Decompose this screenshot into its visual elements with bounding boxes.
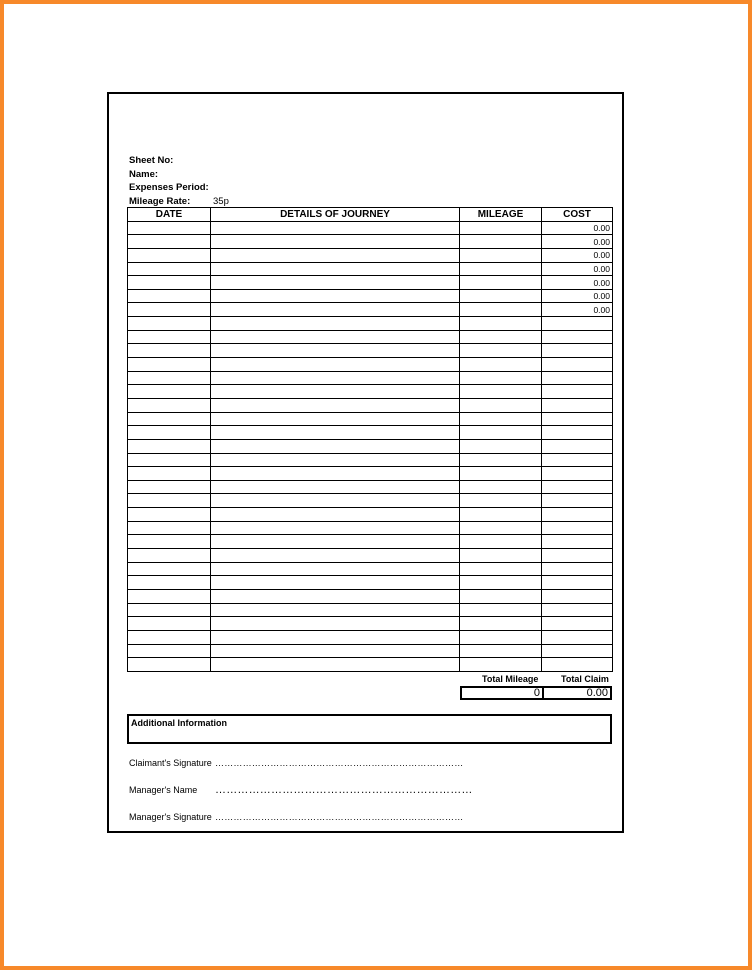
cost-cell[interactable] bbox=[542, 617, 613, 631]
cost-cell[interactable] bbox=[542, 426, 613, 440]
cost-cell[interactable] bbox=[542, 658, 613, 672]
date-cell[interactable] bbox=[128, 630, 211, 644]
mileage-cell[interactable] bbox=[460, 344, 542, 358]
mileage-cell[interactable] bbox=[460, 630, 542, 644]
details-cell[interactable] bbox=[211, 658, 460, 672]
mileage-cell[interactable] bbox=[460, 562, 542, 576]
cost-cell[interactable] bbox=[542, 576, 613, 590]
mileage-cell[interactable] bbox=[460, 398, 542, 412]
table-row bbox=[128, 576, 613, 590]
sheet-header bbox=[129, 154, 229, 209]
table-row bbox=[128, 617, 613, 631]
additional-information-label: Additional Information bbox=[131, 718, 227, 728]
details-cell[interactable] bbox=[211, 303, 460, 317]
mileage-cell[interactable] bbox=[460, 248, 542, 262]
details-cell[interactable] bbox=[211, 371, 460, 385]
table-row bbox=[128, 494, 613, 508]
details-cell[interactable] bbox=[211, 508, 460, 522]
date-cell[interactable] bbox=[128, 398, 211, 412]
details-cell[interactable] bbox=[211, 317, 460, 331]
table-row bbox=[128, 358, 613, 372]
date-cell[interactable] bbox=[128, 576, 211, 590]
cost-cell[interactable]: 0.00 bbox=[542, 248, 613, 262]
cost-cell[interactable] bbox=[542, 467, 613, 481]
additional-information-box[interactable] bbox=[127, 714, 612, 744]
table-row bbox=[128, 535, 613, 549]
date-cell[interactable] bbox=[128, 658, 211, 672]
date-cell[interactable] bbox=[128, 276, 211, 290]
manager-name-line bbox=[129, 784, 473, 796]
details-cell[interactable] bbox=[211, 344, 460, 358]
cost-cell[interactable] bbox=[542, 630, 613, 644]
cost-cell[interactable] bbox=[542, 344, 613, 358]
date-cell[interactable] bbox=[128, 562, 211, 576]
date-cell[interactable] bbox=[128, 644, 211, 658]
column-date: DATE bbox=[128, 208, 211, 222]
table-row bbox=[128, 317, 613, 331]
mileage-cell[interactable] bbox=[460, 549, 542, 563]
mileage-cell[interactable] bbox=[460, 535, 542, 549]
mileage-cell[interactable] bbox=[460, 439, 542, 453]
date-cell[interactable] bbox=[128, 303, 211, 317]
total-mileage-label: Total Mileage bbox=[482, 674, 539, 684]
table-body bbox=[128, 221, 613, 671]
cost-cell[interactable] bbox=[542, 644, 613, 658]
date-cell[interactable] bbox=[128, 317, 211, 331]
claimant-signature-dots[interactable]: ……………………………………………………………………… bbox=[215, 758, 464, 768]
mileage-cell[interactable] bbox=[460, 617, 542, 631]
table-header-row bbox=[128, 208, 613, 222]
cost-cell[interactable] bbox=[542, 317, 613, 331]
column-details: DETAILS OF JOURNEY bbox=[211, 208, 460, 222]
cost-cell[interactable]: 0.00 bbox=[542, 289, 613, 303]
date-cell[interactable] bbox=[128, 439, 211, 453]
details-cell[interactable] bbox=[211, 467, 460, 481]
total-claim-label: Total Claim bbox=[561, 674, 609, 684]
table-row bbox=[128, 303, 613, 317]
mileage-cell[interactable] bbox=[460, 385, 542, 399]
cost-cell[interactable] bbox=[542, 330, 613, 344]
table-row bbox=[128, 467, 613, 481]
date-cell[interactable] bbox=[128, 480, 211, 494]
mileage-cell[interactable] bbox=[460, 644, 542, 658]
date-cell[interactable] bbox=[128, 385, 211, 399]
mileage-rate-value: 35p bbox=[213, 196, 229, 208]
details-cell[interactable] bbox=[211, 289, 460, 303]
date-cell[interactable] bbox=[128, 535, 211, 549]
mileage-cell[interactable] bbox=[460, 480, 542, 494]
journey-table bbox=[127, 207, 613, 672]
table-row bbox=[128, 235, 613, 249]
cost-cell[interactable] bbox=[542, 508, 613, 522]
cost-cell[interactable] bbox=[542, 439, 613, 453]
cost-cell[interactable] bbox=[542, 453, 613, 467]
date-cell[interactable] bbox=[128, 289, 211, 303]
table-row bbox=[128, 644, 613, 658]
date-cell[interactable] bbox=[128, 603, 211, 617]
cost-cell[interactable] bbox=[542, 589, 613, 603]
details-cell[interactable] bbox=[211, 221, 460, 235]
details-cell[interactable] bbox=[211, 398, 460, 412]
cost-cell[interactable] bbox=[542, 371, 613, 385]
claimant-signature-line bbox=[129, 758, 464, 768]
name-label: Name: bbox=[129, 168, 159, 180]
date-cell[interactable] bbox=[128, 426, 211, 440]
table-row bbox=[128, 221, 613, 235]
mileage-cell[interactable] bbox=[460, 467, 542, 481]
table-row bbox=[128, 248, 613, 262]
mileage-cell[interactable] bbox=[460, 289, 542, 303]
mileage-cell[interactable] bbox=[460, 262, 542, 276]
claimant-signature-label: Claimant's Signature bbox=[129, 758, 212, 768]
column-mileage: MILEAGE bbox=[460, 208, 542, 222]
details-cell[interactable] bbox=[211, 262, 460, 276]
cost-cell[interactable]: 0.00 bbox=[542, 303, 613, 317]
table-row bbox=[128, 508, 613, 522]
manager-name-dots[interactable]: …………………………………………………………… bbox=[215, 784, 473, 796]
cost-cell[interactable] bbox=[542, 603, 613, 617]
table-row bbox=[128, 412, 613, 426]
mileage-cell[interactable] bbox=[460, 303, 542, 317]
date-cell[interactable] bbox=[128, 589, 211, 603]
cost-cell[interactable] bbox=[542, 549, 613, 563]
cost-cell[interactable] bbox=[542, 562, 613, 576]
table-row bbox=[128, 330, 613, 344]
table-row bbox=[128, 480, 613, 494]
cost-cell[interactable] bbox=[542, 521, 613, 535]
date-cell[interactable] bbox=[128, 467, 211, 481]
details-cell[interactable] bbox=[211, 385, 460, 399]
cost-cell[interactable] bbox=[542, 494, 613, 508]
table-row bbox=[128, 549, 613, 563]
table-row bbox=[128, 398, 613, 412]
date-cell[interactable] bbox=[128, 617, 211, 631]
manager-signature-dots[interactable]: ……………………………………………………………………… bbox=[215, 812, 464, 822]
table-row bbox=[128, 658, 613, 672]
date-cell[interactable] bbox=[128, 358, 211, 372]
mileage-cell[interactable] bbox=[460, 494, 542, 508]
cost-cell[interactable] bbox=[542, 385, 613, 399]
date-cell[interactable] bbox=[128, 235, 211, 249]
date-cell[interactable] bbox=[128, 330, 211, 344]
date-cell[interactable] bbox=[128, 494, 211, 508]
mileage-cell[interactable] bbox=[460, 330, 542, 344]
cost-cell[interactable] bbox=[542, 480, 613, 494]
cost-cell[interactable] bbox=[542, 398, 613, 412]
table-row bbox=[128, 276, 613, 290]
cost-cell[interactable]: 0.00 bbox=[542, 262, 613, 276]
expense-sheet bbox=[107, 92, 624, 833]
mileage-cell[interactable] bbox=[460, 576, 542, 590]
mileage-cell[interactable] bbox=[460, 412, 542, 426]
details-cell[interactable] bbox=[211, 603, 460, 617]
details-cell[interactable] bbox=[211, 521, 460, 535]
details-cell[interactable] bbox=[211, 235, 460, 249]
mileage-cell[interactable] bbox=[460, 221, 542, 235]
details-cell[interactable] bbox=[211, 412, 460, 426]
details-cell[interactable] bbox=[211, 644, 460, 658]
details-cell[interactable] bbox=[211, 535, 460, 549]
mileage-cell[interactable] bbox=[460, 276, 542, 290]
table-row bbox=[128, 630, 613, 644]
cost-cell[interactable] bbox=[542, 412, 613, 426]
details-cell[interactable] bbox=[211, 248, 460, 262]
details-cell[interactable] bbox=[211, 480, 460, 494]
date-cell[interactable] bbox=[128, 549, 211, 563]
date-cell[interactable] bbox=[128, 344, 211, 358]
mileage-cell[interactable] bbox=[460, 453, 542, 467]
table-row bbox=[128, 589, 613, 603]
details-cell[interactable] bbox=[211, 494, 460, 508]
cost-cell[interactable]: 0.00 bbox=[542, 276, 613, 290]
table-row bbox=[128, 385, 613, 399]
details-cell[interactable] bbox=[211, 562, 460, 576]
details-cell[interactable] bbox=[211, 330, 460, 344]
table-row bbox=[128, 426, 613, 440]
date-cell[interactable] bbox=[128, 221, 211, 235]
table-row bbox=[128, 603, 613, 617]
mileage-cell[interactable] bbox=[460, 371, 542, 385]
date-cell[interactable] bbox=[128, 248, 211, 262]
totals-box bbox=[460, 686, 612, 700]
total-claim-value: 0.00 bbox=[586, 687, 608, 699]
table-row bbox=[128, 453, 613, 467]
details-cell[interactable] bbox=[211, 630, 460, 644]
details-cell[interactable] bbox=[211, 276, 460, 290]
expenses-period-label: Expenses Period: bbox=[129, 182, 209, 194]
cost-cell[interactable]: 0.00 bbox=[542, 221, 613, 235]
date-cell[interactable] bbox=[128, 262, 211, 276]
cost-cell[interactable] bbox=[542, 535, 613, 549]
date-cell[interactable] bbox=[128, 521, 211, 535]
date-cell[interactable] bbox=[128, 453, 211, 467]
mileage-cell[interactable] bbox=[460, 358, 542, 372]
table-row bbox=[128, 262, 613, 276]
details-cell[interactable] bbox=[211, 617, 460, 631]
mileage-cell[interactable] bbox=[460, 235, 542, 249]
manager-name-label: Manager's Name bbox=[129, 785, 198, 795]
column-cost: COST bbox=[542, 208, 613, 222]
cost-cell[interactable] bbox=[542, 358, 613, 372]
details-cell[interactable] bbox=[211, 549, 460, 563]
cost-cell[interactable]: 0.00 bbox=[542, 235, 613, 249]
details-cell[interactable] bbox=[211, 439, 460, 453]
details-cell[interactable] bbox=[211, 589, 460, 603]
mileage-cell[interactable] bbox=[460, 521, 542, 535]
details-cell[interactable] bbox=[211, 426, 460, 440]
table-row bbox=[128, 521, 613, 535]
sheet-no-label: Sheet No: bbox=[129, 155, 174, 166]
mileage-cell[interactable] bbox=[460, 508, 542, 522]
details-cell[interactable] bbox=[211, 453, 460, 467]
mileage-cell[interactable] bbox=[460, 603, 542, 617]
table-row bbox=[128, 439, 613, 453]
mileage-rate-label: Mileage Rate: bbox=[129, 196, 191, 208]
total-mileage-value: 0 bbox=[462, 688, 544, 698]
table-row bbox=[128, 562, 613, 576]
table-row bbox=[128, 289, 613, 303]
date-cell[interactable] bbox=[128, 412, 211, 426]
mileage-cell[interactable] bbox=[460, 589, 542, 603]
details-cell[interactable] bbox=[211, 576, 460, 590]
table-row bbox=[128, 371, 613, 385]
mileage-cell[interactable] bbox=[460, 658, 542, 672]
date-cell[interactable] bbox=[128, 508, 211, 522]
date-cell[interactable] bbox=[128, 371, 211, 385]
manager-signature-label: Manager's Signature bbox=[129, 812, 212, 822]
table-row bbox=[128, 344, 613, 358]
mileage-cell[interactable] bbox=[460, 317, 542, 331]
mileage-cell[interactable] bbox=[460, 426, 542, 440]
details-cell[interactable] bbox=[211, 358, 460, 372]
manager-signature-line bbox=[129, 812, 464, 822]
